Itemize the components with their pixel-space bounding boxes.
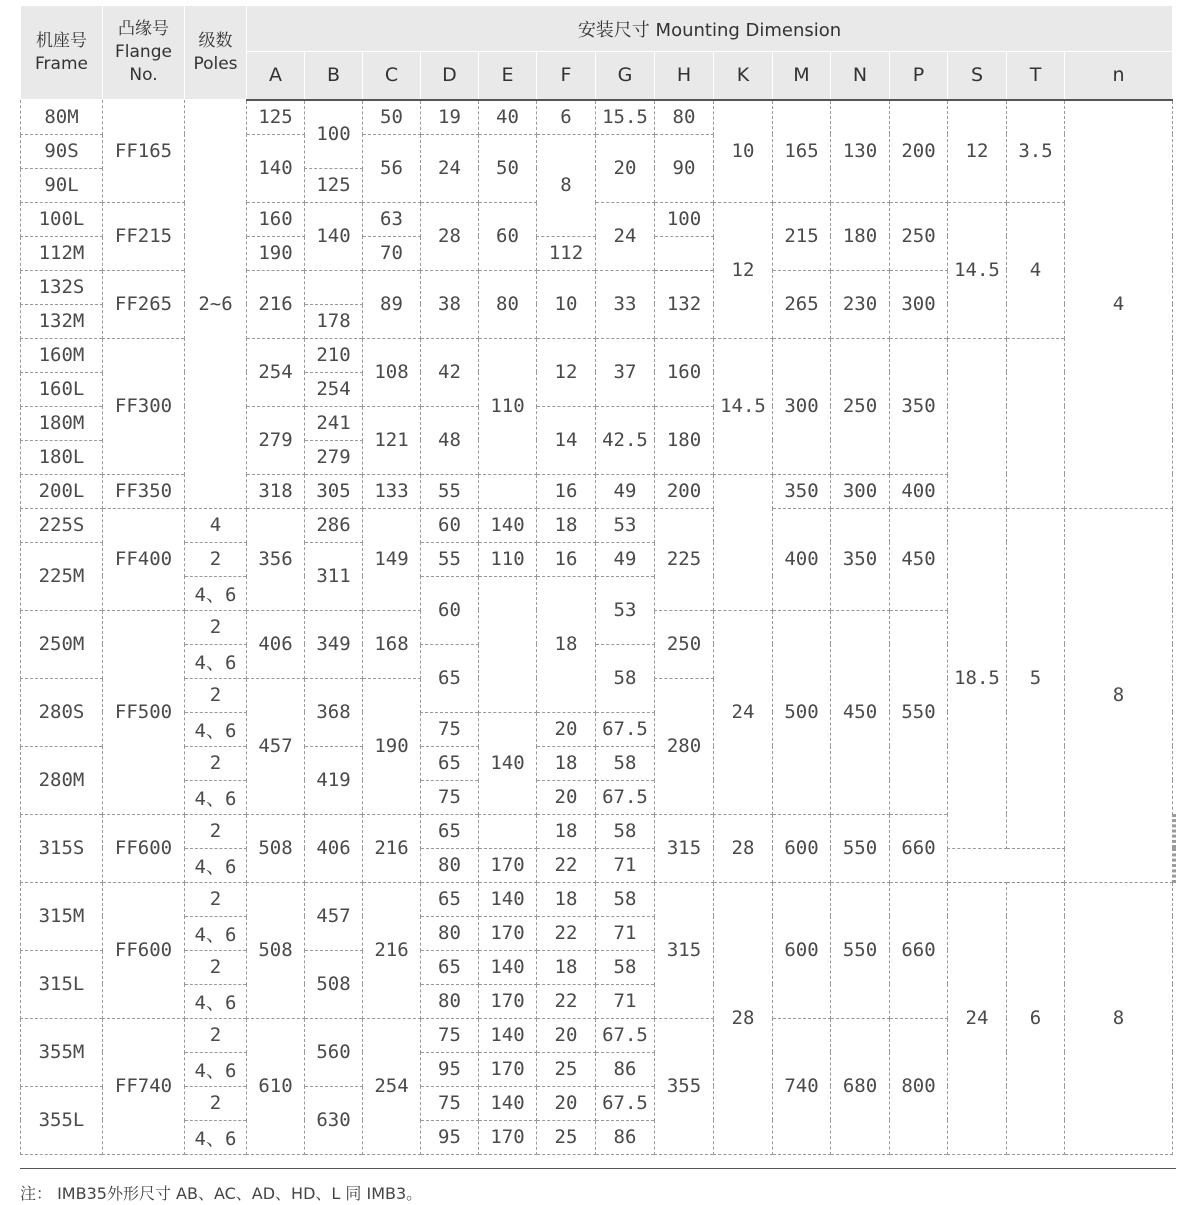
table-cell: 133 [363, 474, 421, 508]
table-cell: 500 [773, 610, 831, 814]
table-cell: 8 [1065, 882, 1173, 1154]
table-cell: 8 [1065, 508, 1173, 882]
table-cell: 25 [537, 1052, 596, 1086]
table-cell: 49 [596, 542, 655, 576]
table-row [21, 882, 1176, 916]
table-cell: 86 [596, 1052, 655, 1086]
table-cell: 740 [773, 1018, 831, 1154]
table-cell: 18.5 [948, 508, 1007, 848]
table-cell: 4、6 [185, 916, 247, 950]
table-cell: 24 [596, 202, 655, 270]
table-cell: 20 [537, 1086, 596, 1120]
table-cell: 230 [831, 270, 890, 338]
table-cell: 58 [596, 814, 655, 848]
table-cell: 210 [305, 338, 363, 372]
table-cell: 100L [21, 202, 103, 236]
table-cell: 140 [479, 882, 537, 916]
table-cell: 58 [596, 882, 655, 916]
column-header: T [1007, 52, 1065, 100]
table-cell: 350 [831, 508, 890, 610]
table-cell: 6 [537, 100, 596, 135]
table-cell: 356 [247, 508, 305, 610]
table-cell: 4、6 [185, 780, 247, 814]
table-cell: 24 [421, 134, 479, 202]
table-cell: 18 [537, 746, 596, 780]
table-cell: 250 [655, 610, 714, 678]
table-cell: 4、6 [185, 848, 247, 882]
table-cell: 2 [185, 1086, 247, 1120]
column-header: S [948, 52, 1007, 100]
column-header: N [831, 52, 890, 100]
table-cell [1007, 338, 1065, 508]
table-cell: 38 [421, 270, 479, 338]
table-cell: 315L [21, 950, 103, 1018]
table-cell: 318 [247, 474, 305, 508]
table-cell: 550 [890, 610, 948, 814]
table-cell: 216 [363, 882, 421, 1018]
table-cell [479, 474, 537, 508]
table-cell: 50 [479, 134, 537, 202]
table-cell: 600 [773, 882, 831, 1018]
table-cell: 200 [890, 100, 948, 203]
table-cell: 20 [596, 134, 655, 202]
table-cell: 2 [185, 882, 247, 916]
table-cell: 16 [537, 542, 596, 576]
table-cell: 24 [714, 610, 773, 814]
mounting-dimension-table [20, 5, 1176, 1155]
table-cell: 12 [714, 202, 773, 338]
table-cell: FF740 [103, 1018, 185, 1154]
table-cell: FF400 [103, 508, 185, 610]
table-cell: 48 [421, 406, 479, 474]
table-cell: 65 [421, 814, 479, 848]
table-cell: 280S [21, 678, 103, 746]
table-cell: 60 [479, 202, 537, 270]
table-cell: 90 [655, 134, 714, 202]
table-cell: 315S [21, 814, 103, 882]
table-cell: 10 [714, 100, 773, 203]
table-cell: 58 [596, 746, 655, 780]
table-cell: 53 [596, 508, 655, 542]
table-cell: 190 [363, 678, 421, 814]
poles-header-zh: 级数 [198, 30, 233, 51]
table-cell: 112M [21, 236, 103, 270]
table-cell: 75 [421, 1086, 479, 1120]
table-cell: 2 [185, 1018, 247, 1052]
table-cell: 216 [363, 814, 421, 882]
table-cell: 95 [421, 1120, 479, 1154]
table-cell: 140 [479, 1018, 537, 1052]
poles-header-en: Poles [193, 53, 238, 74]
column-header: D [421, 52, 479, 100]
table-cell: 90L [21, 168, 103, 202]
table-cell: 406 [247, 610, 305, 678]
flange-header [103, 6, 185, 100]
table-cell: 90S [21, 134, 103, 168]
table-cell: 250 [890, 202, 948, 270]
column-header: B [305, 52, 363, 100]
table-cell: 2 [185, 610, 247, 644]
table-cell: 170 [479, 916, 537, 950]
table-cell: 170 [479, 1120, 537, 1154]
table-cell: 18 [537, 950, 596, 984]
table-cell: 560 [305, 1018, 363, 1086]
table-cell: 22 [537, 916, 596, 950]
table-cell: 55 [421, 474, 479, 508]
table-cell: 18 [537, 576, 596, 712]
table-cell: 400 [890, 474, 948, 508]
table-cell: 400 [773, 508, 831, 610]
table-cell: 160 [247, 202, 305, 236]
table-cell: 112 [537, 236, 596, 270]
table-cell: 65 [421, 746, 479, 780]
table-cell: 170 [479, 984, 537, 1018]
table-cell: 508 [247, 882, 305, 1018]
table-cell: 170 [479, 1052, 537, 1086]
table-cell: 49 [596, 474, 655, 508]
table-cell: 65 [421, 882, 479, 916]
table-cell: 160M [21, 338, 103, 372]
column-header: E [479, 52, 537, 100]
table-cell: FF600 [103, 814, 185, 882]
column-header: M [773, 52, 831, 100]
table-cell: FF600 [103, 882, 185, 1018]
table-cell: FF350 [103, 474, 185, 508]
table-cell: 89 [363, 270, 421, 338]
table-cell: 20 [537, 780, 596, 814]
table-cell: 132S [21, 270, 103, 304]
table-cell: 80 [655, 100, 714, 135]
table-cell: 140 [479, 1086, 537, 1120]
table-cell: 600 [773, 814, 831, 882]
table-cell: 550 [831, 882, 890, 1018]
table-cell: 75 [421, 1018, 479, 1052]
table-cell: 28 [714, 882, 773, 1154]
table-cell: 215 [773, 202, 831, 270]
table-cell: 216 [247, 270, 305, 338]
column-header: H [655, 52, 714, 100]
table-cell: 225S [21, 508, 103, 542]
table-cell: 60 [421, 508, 479, 542]
table-cell: 225 [655, 508, 714, 610]
table-cell: 350 [890, 338, 948, 474]
flange-header-zh: 凸缘号 [118, 19, 169, 39]
table-cell: 25 [537, 1120, 596, 1154]
table-cell: 71 [596, 984, 655, 1018]
table-cell: 2 [185, 746, 247, 780]
table-cell: 140 [479, 950, 537, 984]
table-cell: 28 [421, 202, 479, 270]
table-cell: 15.5 [596, 100, 655, 135]
table-cell: 315 [655, 814, 714, 882]
flange-header-en: Flange [115, 42, 172, 62]
table-cell: 368 [305, 678, 363, 746]
table-cell: 660 [890, 814, 948, 882]
table-cell: 22 [537, 848, 596, 882]
column-header: A [247, 52, 305, 100]
table-cell [714, 474, 773, 610]
column-header: C [363, 52, 421, 100]
table-cell: 28 [714, 814, 773, 882]
table-cell: 180 [655, 406, 714, 474]
table-cell: 12 [537, 338, 596, 406]
table-cell: 800 [890, 1018, 948, 1154]
table-cell: 241 [305, 406, 363, 440]
table-cell: 108 [363, 338, 421, 406]
table-cell: 125 [247, 100, 305, 135]
table-cell [1175, 814, 1176, 882]
table-cell: 265 [773, 270, 831, 338]
table-cell: 4、6 [185, 1120, 247, 1154]
table-cell: 250M [21, 610, 103, 678]
table-cell: 660 [890, 882, 948, 1018]
table-cell [948, 338, 1007, 508]
table-cell: 2 [185, 814, 247, 848]
table-cell: 280 [655, 678, 714, 814]
table-cell: 550 [831, 814, 890, 882]
table-cell: FF300 [103, 338, 185, 474]
table-cell: 40 [479, 100, 537, 135]
table-cell: 2~6 [185, 100, 247, 509]
table-cell: 315M [21, 882, 103, 950]
table-cell: 16 [537, 474, 596, 508]
table-cell: 300 [831, 474, 890, 508]
table-cell: 53 [596, 576, 655, 644]
table-cell: 350 [773, 474, 831, 508]
table-cell: 450 [831, 610, 890, 814]
table-cell: 70 [363, 236, 421, 270]
table-cell: 4、6 [185, 1052, 247, 1086]
footnote: 注： IMB35外形尺寸 AB、AC、AD、HD、L 同 IMB3。 [20, 1168, 1176, 1204]
table-cell: 18 [537, 508, 596, 542]
table-row [21, 100, 1176, 135]
flange-header-no: No. [129, 65, 158, 85]
table-cell: 305 [305, 474, 363, 508]
table-cell: 14 [537, 406, 596, 474]
table-row [21, 508, 1176, 542]
table-cell: 355 [655, 1018, 714, 1154]
table-row [21, 848, 1176, 882]
table-cell: 63 [363, 202, 421, 236]
table-cell: 315 [655, 882, 714, 1018]
table-cell: 250 [831, 338, 890, 474]
table-cell: FF500 [103, 610, 185, 814]
frame-header-en: Frame [35, 53, 88, 74]
table-cell: 56 [363, 134, 421, 202]
table-cell: FF215 [103, 202, 185, 270]
table-cell: 130 [831, 100, 890, 203]
table-cell: 58 [596, 950, 655, 984]
table-cell: 4 [185, 508, 247, 542]
table-cell: 279 [247, 406, 305, 474]
table-body [21, 100, 1176, 1155]
table-cell: 80M [21, 100, 103, 135]
table-cell: 67.5 [596, 712, 655, 746]
table-header [21, 6, 1176, 100]
table-cell: 67.5 [596, 780, 655, 814]
table-cell: 200L [21, 474, 103, 508]
table-cell: 2 [185, 678, 247, 712]
table-cell: 6 [1007, 882, 1065, 1154]
table-cell: 190 [247, 236, 305, 270]
frame-header [21, 6, 103, 100]
table-cell: 22 [537, 984, 596, 1018]
table-cell: 4、6 [185, 576, 247, 610]
table-cell: 110 [479, 542, 537, 576]
table-cell: 630 [305, 1086, 363, 1154]
column-header: K [714, 52, 773, 100]
table-cell: 80 [421, 916, 479, 950]
column-header: P [890, 52, 948, 100]
table-cell: 406 [305, 814, 363, 882]
table-cell: 140 [247, 134, 305, 202]
table-cell: 33 [596, 270, 655, 338]
frame-header-zh: 机座号 [36, 30, 87, 51]
table-cell: 3.5 [1007, 100, 1065, 203]
table-cell [479, 814, 537, 848]
table-cell: 450 [890, 508, 948, 610]
table-cell: 280M [21, 746, 103, 814]
table-cell: 180M [21, 406, 103, 440]
table-cell: 168 [363, 610, 421, 678]
table-cell: 2 [185, 542, 247, 576]
table-cell: 300 [773, 338, 831, 474]
table-cell: 254 [363, 1018, 421, 1154]
table-cell: 20 [537, 712, 596, 746]
table-cell: 254 [247, 338, 305, 406]
table-cell: 71 [596, 916, 655, 950]
table-cell: 355L [21, 1086, 103, 1154]
table-cell: 60 [421, 576, 479, 644]
table-cell: 86 [596, 1120, 655, 1154]
table-cell: 165 [773, 100, 831, 203]
table-cell: 4 [1007, 202, 1065, 338]
table-cell: 125 [305, 168, 363, 202]
table-cell: 457 [305, 882, 363, 950]
table-cell: 149 [363, 508, 421, 610]
table-cell: 20 [537, 1018, 596, 1052]
table-cell: 4、6 [185, 712, 247, 746]
table-cell: 55 [421, 542, 479, 576]
table-cell: FF265 [103, 270, 185, 338]
table-cell: 50 [363, 100, 421, 135]
table-cell: 18 [537, 814, 596, 848]
table-cell: 419 [305, 746, 363, 814]
table-cell: 67.5 [596, 1018, 655, 1052]
table-cell: 75 [421, 780, 479, 814]
table-cell: 4 [1065, 100, 1173, 509]
table-cell: 349 [305, 610, 363, 678]
table-cell: 132 [655, 270, 714, 338]
table-cell: 18 [537, 882, 596, 916]
table-cell: 170 [479, 848, 537, 882]
table-cell: 12 [948, 100, 1007, 203]
table-cell: 508 [305, 950, 363, 1018]
table-cell: 8 [537, 134, 596, 236]
table-cell: 80 [479, 270, 537, 338]
table-cell: 2 [185, 950, 247, 984]
table-cell: 37 [596, 338, 655, 406]
column-header: G [596, 52, 655, 100]
table-cell: 65 [421, 644, 479, 712]
table-cell: 71 [596, 848, 655, 882]
table-cell: 65 [421, 950, 479, 984]
table-cell: 75 [421, 712, 479, 746]
column-header: F [537, 52, 596, 100]
table-cell: 100 [305, 100, 363, 169]
table-cell: 225M [21, 542, 103, 610]
table-cell: 132M [21, 304, 103, 338]
table-cell: 680 [831, 1018, 890, 1154]
table-cell: 5 [1007, 508, 1065, 848]
column-header: n [1065, 52, 1173, 100]
table-cell: 4、6 [185, 984, 247, 1018]
table-cell [479, 576, 537, 712]
table-cell: 80 [421, 984, 479, 1018]
table-cell: 24 [948, 882, 1007, 1154]
table-cell: 160L [21, 372, 103, 406]
table-cell: 42 [421, 338, 479, 406]
table-cell: 311 [305, 542, 363, 610]
table-cell: 279 [305, 440, 363, 474]
table-cell [305, 270, 363, 304]
table-cell: 160 [655, 338, 714, 406]
table-cell: 286 [305, 508, 363, 542]
mounting-dimension-header: 安装尺寸 Mounting Dimension [247, 6, 1173, 52]
table-cell: 95 [421, 1052, 479, 1086]
table-cell: 100 [655, 202, 714, 236]
table-cell: 180 [831, 202, 890, 270]
table-cell: 80 [421, 848, 479, 882]
table-cell: 110 [479, 338, 537, 474]
table-cell: 121 [363, 406, 421, 474]
table-cell: 457 [247, 678, 305, 814]
table-cell: 42.5 [596, 406, 655, 474]
table-cell: 140 [305, 202, 363, 270]
table-cell: 14.5 [714, 338, 773, 474]
table-cell: 58 [596, 644, 655, 712]
table-cell: 4、6 [185, 644, 247, 678]
table-cell: 140 [479, 712, 537, 814]
table-cell: 508 [247, 814, 305, 882]
table-cell: 300 [890, 270, 948, 338]
table-cell: 14.5 [948, 202, 1007, 338]
table-cell: 200 [655, 474, 714, 508]
table-cell: 19 [421, 100, 479, 135]
table-cell: 610 [247, 1018, 305, 1154]
table-cell: 355M [21, 1018, 103, 1086]
table-cell: FF165 [103, 100, 185, 203]
table-cell: 10 [537, 270, 596, 338]
poles-header [185, 6, 247, 100]
table-cell: 180L [21, 440, 103, 474]
table-cell: 67.5 [596, 1086, 655, 1120]
table-cell: 178 [305, 304, 363, 338]
table-cell: 140 [479, 508, 537, 542]
table-cell: 254 [305, 372, 363, 406]
